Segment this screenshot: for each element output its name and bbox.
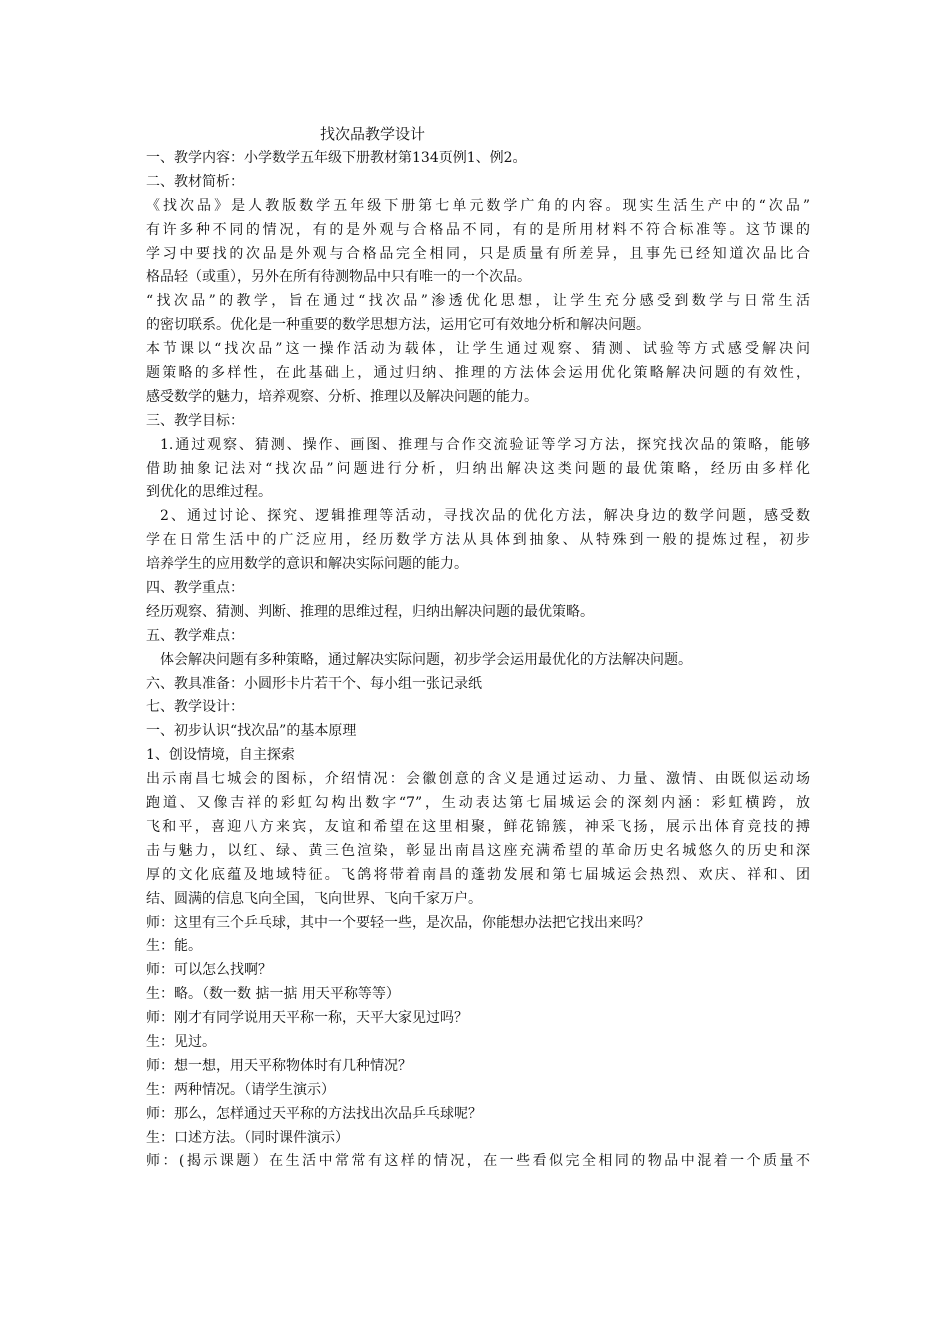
section-heading-analysis: 二、教材简析： (146, 173, 244, 190)
section-heading-content: 一、教学内容：小学数学五年级下册教材第134页例1、例2。 (146, 150, 527, 166)
paragraph-line: 经历观察、猜测、判断、推理的思维过程，归纳出解决问题的最优策略。 (146, 603, 594, 620)
paragraph-line: 结、圆满的信息飞向全国，飞向世界、飞向千家万户。 (146, 890, 482, 907)
paragraph-line: 体会解决问题有多种策略，通过解决实际问题，初步学会运用最优化的方法解决问题。 (160, 651, 692, 668)
paragraph-line: 厚的文化底蕴及地域特征。飞鸽将带着南昌的蓬勃发展和第七届城运会热烈、欢庆、祥和、团 (146, 866, 810, 883)
dialogue-line: 生：口述方法。（同时课件演示） (146, 1129, 349, 1146)
paragraph-line: 有许多种不同的情况，有的是外观与合格品不同，有的是所用材料不符合标准等。这节课的 (146, 221, 810, 238)
paragraph-line: 学在日常生活中的广泛应用，经历数学方法从具体到抽象、从特殊到一般的提炼过程，初步 (146, 532, 810, 549)
subsection-heading: 1、创设情境，自主探索 (146, 747, 295, 764)
paragraph-line: 出示南昌七城会的图标，介绍情况：会徽创意的含义是通过运动、力量、激情、由既似运动场 (146, 771, 810, 788)
paragraph-line: 学习中要找的次品是外观与合格品完全相同，只是质量有所差异，且事先已经知道次品比合 (146, 245, 810, 262)
section-heading-design: 七、教学设计： (146, 699, 244, 716)
paragraph-line: 借助抽象记法对“找次品”问题进行分析，归纳出解决这类问题的最优策略，经历由多样化 (146, 460, 810, 477)
paragraph-line: 跑道、又像吉祥的彩虹勾构出数字“7”，生动表达第七届城运会的深刻内涵：彩虹横跨，放 (146, 795, 810, 812)
paragraph-line: “找次品”的教学，旨在通过“找次品”渗透优化思想，让学生充分感受到数学与日常生活 (146, 293, 810, 310)
paragraph-line: 题策略的多样性，在此基础上，通过归纳、推理的方法体会运用优化策略解决问题的有效性， (146, 365, 810, 382)
dialogue-line: 师：刚才有同学说用天平称一称，天平大家见过吗？ (146, 1010, 468, 1027)
section-heading-materials: 六、教具准备：小圆形卡片若干个、每小组一张记录纸 (146, 675, 482, 692)
section-heading-key-points: 四、教学重点： (146, 580, 244, 597)
dialogue-line: 师：想一想，用天平称物体时有几种情况？ (146, 1057, 412, 1074)
dialogue-line: 师：这里有三个乒乓球，其中一个要轻一些，是次品，你能想办法把它找出来吗？ (146, 914, 650, 931)
paragraph-line: 培养学生的应用数学的意识和解决实际问题的能力。 (146, 556, 468, 573)
paragraph-line: 2、通过讨论、探究、逻辑推理等活动，寻找次品的优化方法，解决身边的数学问题，感受数 (160, 508, 810, 525)
paragraph-line: 的密切联系。优化是一种重要的数学思想方法，运用它可有效地分析和解决问题。 (146, 317, 650, 334)
dialogue-line: 生：略。（数一数 掂一掂 用天平称等等） (146, 986, 400, 1003)
paragraph-line: 感受数学的魅力，培养观察、分析、推理以及解决问题的能力。 (146, 388, 538, 405)
subsection-heading: 一、初步认识“找次品”的基本原理 (146, 723, 357, 740)
dialogue-line: 生：能。 (146, 938, 202, 955)
document-title: 找次品教学设计 (320, 125, 426, 143)
dialogue-line: 师：可以怎么找啊？ (146, 962, 272, 979)
dialogue-line: 师：(揭示课题）在生活中常常有这样的情况，在一些看似完全相同的物品中混着一个质量不 (146, 1153, 810, 1170)
section-heading-difficulties: 五、教学难点： (146, 627, 244, 644)
paragraph-line: 格品轻（或重），另外在所有待测物品中只有唯一的一个次品。 (146, 269, 531, 286)
dialogue-line: 师：那么，怎样通过天平称的方法找出次品乒乓球呢？ (146, 1105, 482, 1122)
paragraph-line: 到优化的思维过程。 (146, 484, 272, 501)
paragraph-line: 击与魅力，以红、绿、黄三色渲染，彰显出南昌这座充满希望的革命历史名城悠久的历史和深 (146, 842, 810, 859)
section-heading-objectives: 三、教学目标： (146, 412, 244, 429)
paragraph-line: 1.通过观察、猜测、操作、画图、推理与合作交流验证等学习方法，探究找次品的策略，能够 (160, 436, 810, 453)
paragraph-line: 本节课以“找次品”这一操作活动为载体，让学生通过观察、猜测、试验等方式感受解决问 (146, 341, 810, 358)
dialogue-line: 生：两种情况。（请学生演示） (146, 1081, 335, 1098)
paragraph-line: 飞和平，喜迎八方来宾，友谊和希望在这里相聚，鲜花锦簇，神采飞扬，展示出体育竞技的搏 (146, 818, 810, 835)
paragraph-line: 《找次品》是人教版数学五年级下册第七单元数学广角的内容。现实生活生产中的“次品” (146, 197, 810, 214)
dialogue-line: 生：见过。 (146, 1033, 216, 1050)
document-body (146, 147, 810, 1174)
